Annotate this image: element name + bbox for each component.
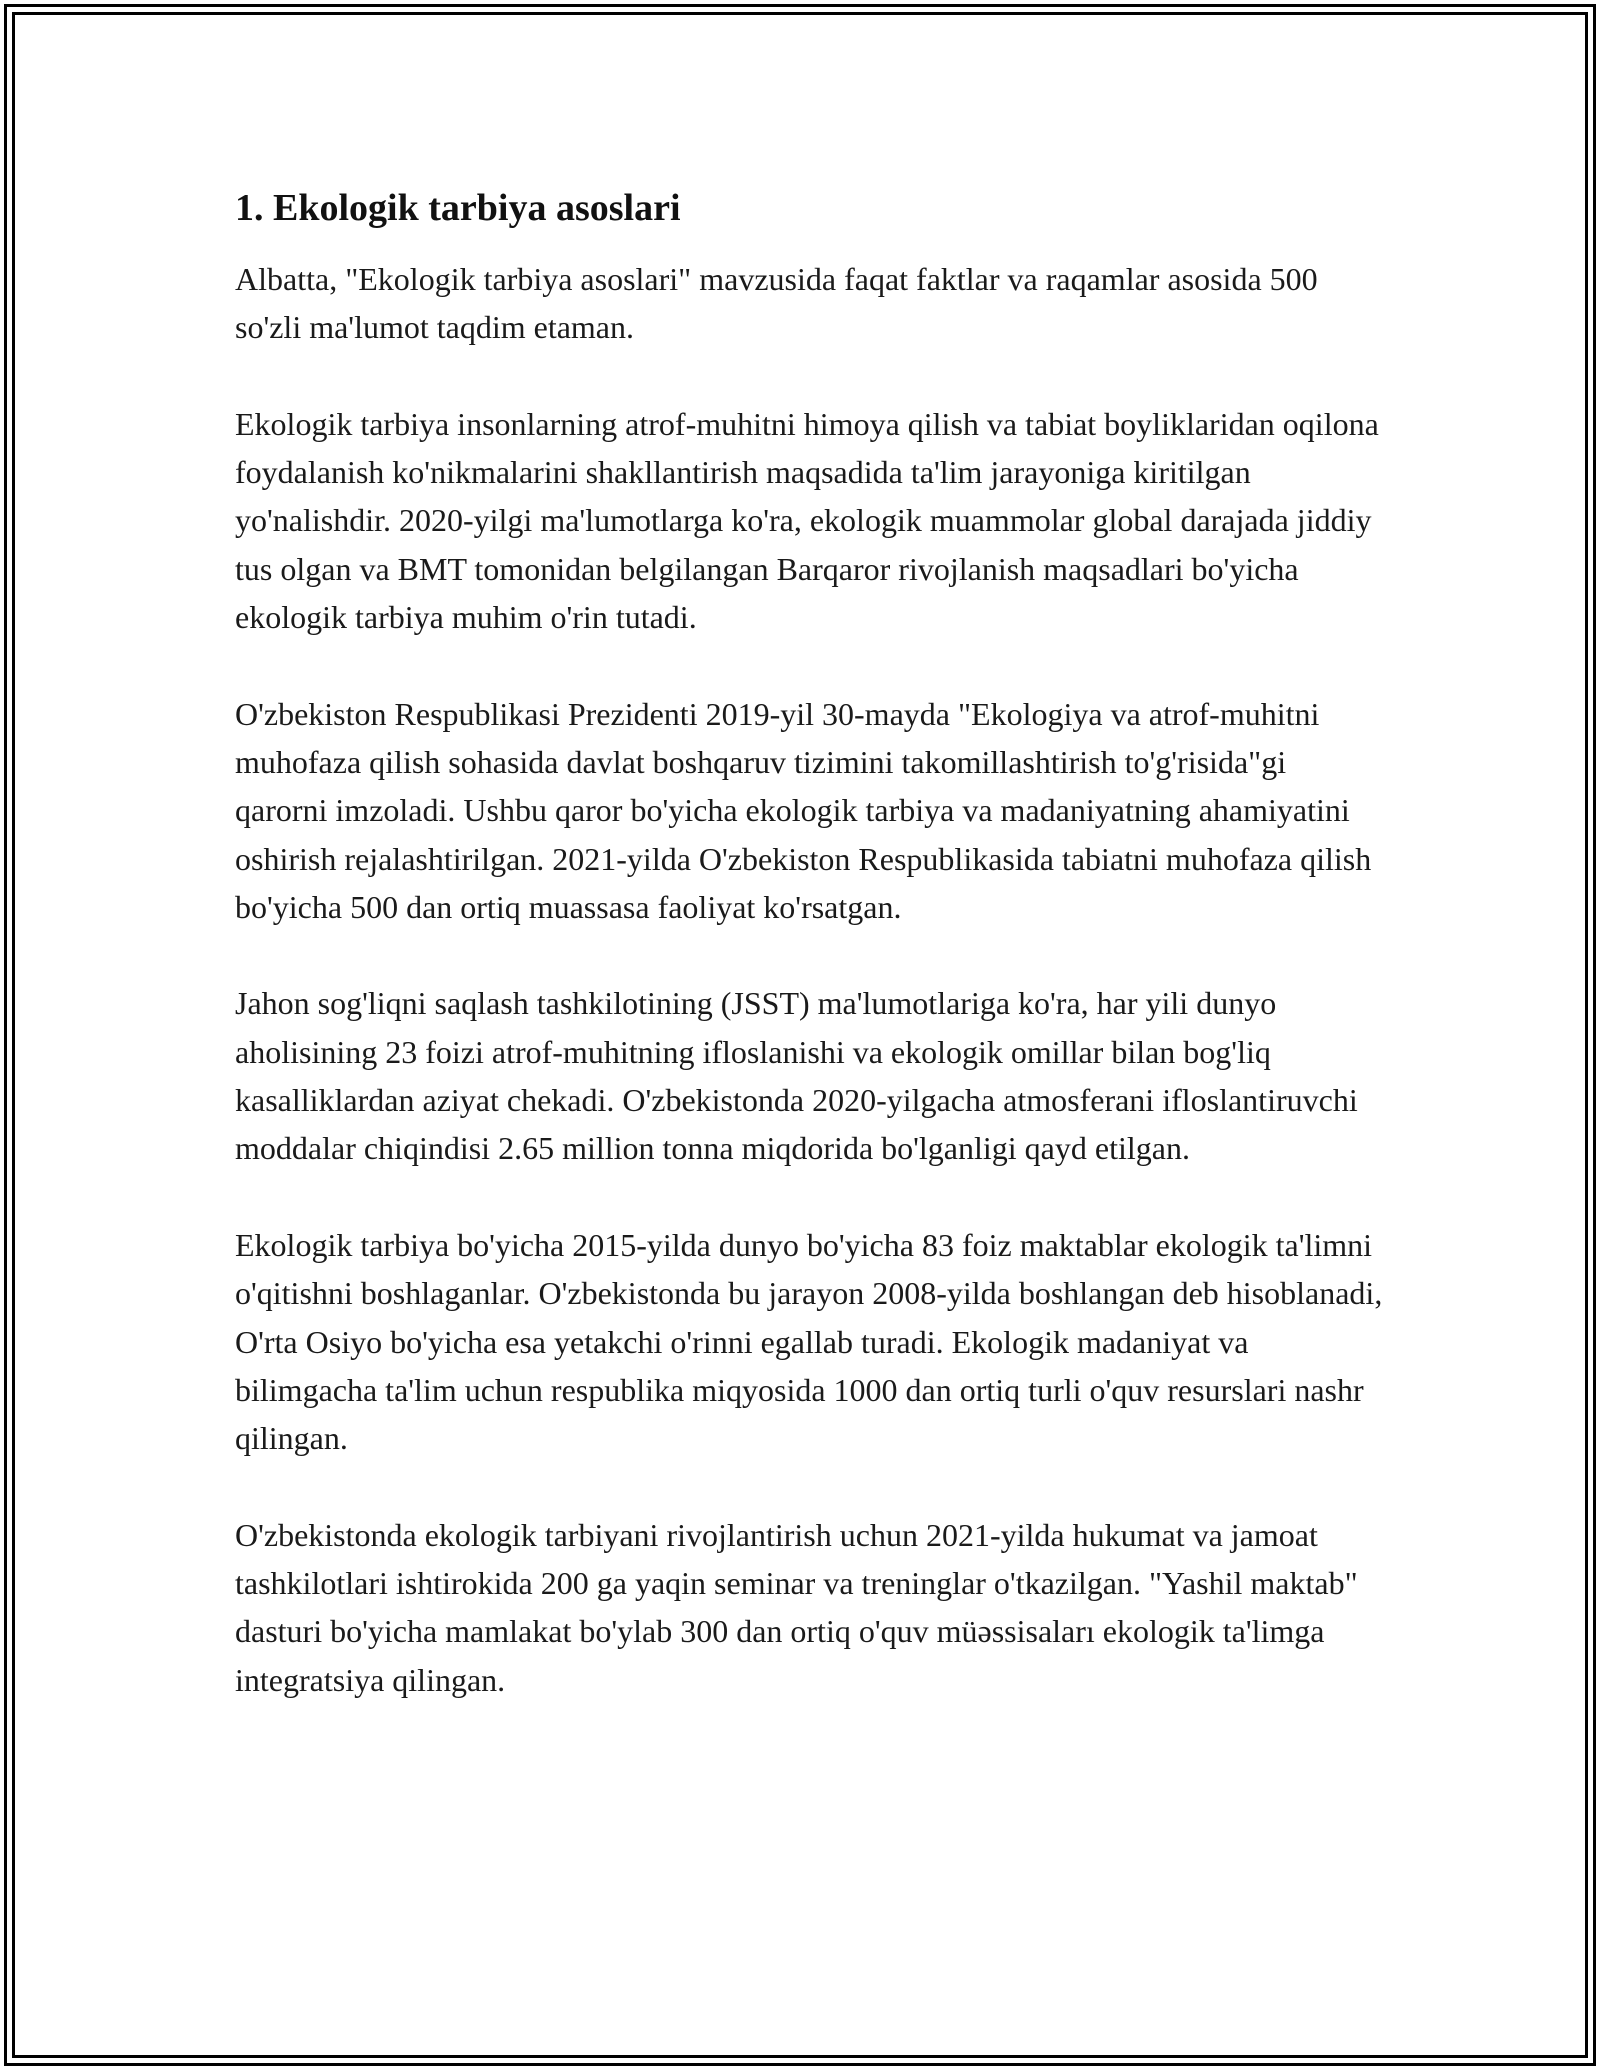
page-title: 1. Ekologik tarbiya asoslari	[235, 187, 681, 229]
paragraph-definition: Ekologik tarbiya insonlarning atrof-muhitni himoya qilish va tabiat boyliklaridan oqilona foydalanish ko'nikmalarini shakllantirish maqsadida ta'lim jarayoniga kiritilgan yo'nalishdir. 2020-yilgi ma'lumotlarga ko'ra, ekologik muammolar global darajada jiddiy tus olgan va BMT tomonidan belgilangan Barqaror rivojlanish maqsadlari bo'yicha ekologik tarbiya muhim o'rin tutadi.	[235, 405, 1379, 636]
paragraph-green-school: O'zbekistonda ekologik tarbiyani rivojlantirish uchun 2021-yilda hukumat va jamoat tashkilotlari ishtirokida 200 ga yaqin seminar va treninglar o'tkazilgan. "Yashil maktab" dasturi bo'yicha mamlakat bo'ylab 300 dan ortiq o'quv müəssisaları ekologik ta'limga integratsiya qilingan.	[235, 1516, 1358, 1698]
paragraph-schools: Ekologik tarbiya bo'yicha 2015-yilda dunyo bo'yicha 83 foiz maktablar ekologik ta'limni o'qitishni boshlaganlar. O'zbekistonda bu jarayon 2008-yilda boshlangan deb hisoblanadi, O'rta Osiyo bo'yicha esa yetakchi o'rinni egallab turadi. Ekologik madaniyat va bilimgacha ta'lim uchun respublika miqyosida 1000 dan ortiq turli o'quv resurslari nashr qilingan.	[235, 1226, 1383, 1457]
paragraph-intro: Albatta, "Ekologik tarbiya asoslari" mavzusida faqat faktlar va raqamlar asosida 500 so'zli ma'lumot taqdim etaman.	[235, 261, 1318, 346]
paragraph-presidential-decree: O'zbekiston Respublikasi Prezidenti 2019-yil 30-mayda "Ekologiya va atrof-muhitni muhofaza qilish sohasida davlat boshqaruv tizimini takomillashtirish to'g'risida"gi qarorni imzoladi. Ushbu qaror bo'yicha ekologik tarbiya va madaniyatning ahamiyatini oshirish rejalashtirilgan. 2021-yilda O'zbekiston Respublikasida tabiatni muhofaza qilish bo'yicha 500 dan ortiq muassasa faoliyat ko'rsatgan.	[235, 695, 1372, 925]
document-body	[235, 185, 1385, 1704]
paragraph-who-statistics: Jahon sog'liqni saqlash tashkilotining (JSST) ma'lumotlariga ko'ra, har yili dunyo aholisining 23 foizi atrof-muhitning ifloslanishi va ekologik omillar bilan bog'liq kasalliklardan aziyat chekadi. O'zbekistonda 2020-yilgacha atmosferani ifloslantiruvchi moddalar chiqindisi 2.65 million tonna miqdorida bo'lganligi qayd etilgan.	[235, 985, 1358, 1167]
